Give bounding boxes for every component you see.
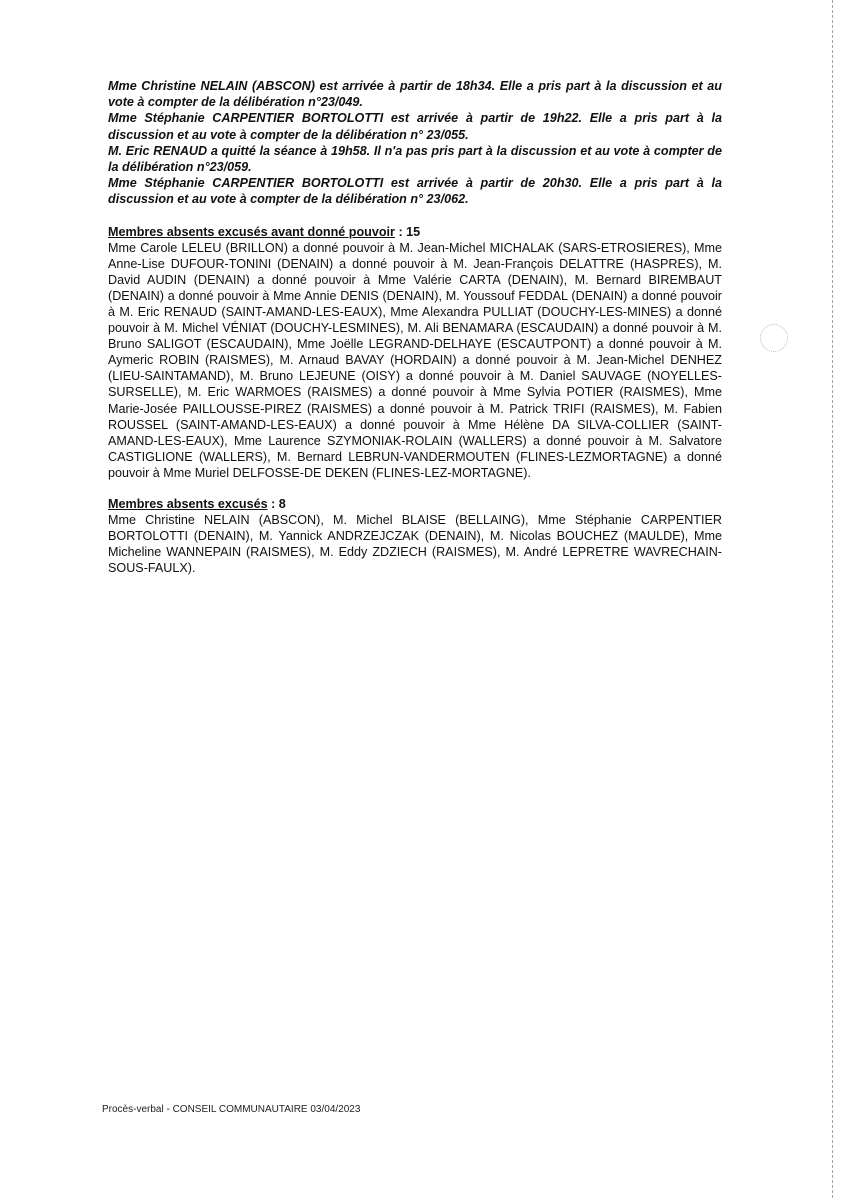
departure-note: M. Eric RENAUD a quitté la séance à 19h58. Il n'a pas pris part à la discussion et au vote à compter de la délibération n°23/059. <box>108 143 722 175</box>
absents-pouvoir-count: : 15 <box>398 224 421 239</box>
document-body <box>108 78 722 576</box>
arrival-note: Mme Christine NELAIN (ABSCON) est arrivée à partir de 18h34. Elle a pris part à la discussion et au vote à compter de la délibération n°23/049. <box>108 79 722 110</box>
absents-pouvoir-list: Mme Carole LELEU (BRILLON) a donné pouvoir à M. Jean-Michel MICHALAK (SARS-ETROSIERES), Mme Anne-Lise DUFOUR-TONINI (DENAIN) a donné pouvoir à M. Jean-François DELATTRE (HASPRES), M. David AUDIN (DENAIN) a donné pouvoir à Mme Valérie CARTA (DENAIN), M. Bernard BIREMBAUT (DENAIN) a donné pouvoir à Mme Annie DENIS (DENAIN), M. Youssouf FEDDAL (DENAIN) a donné pouvoir à M. Eric RENAUD (SAINT-AMAND-LES-EAUX), Mme Alexandra PULLIAT (DOUCHY-LES-MINES) a donné pouvoir à M. Michel VÉNIAT (DOUCHY-LESMINES), M. Ali BENAMARA (ESCAUDAIN) a donné pouvoir à M. Bruno SALIGOT (ESCAUDAIN), Mme Joëlle LEGRAND-DELHAYE (ESCAUTPONT) a donné pouvoir à M. Aymeric ROBIN (RAISMES), M. Arnaud BAVAY (HORDAIN) a donné pouvoir à M. Jean-Michel DENHEZ (LIEU-SAINTAMAND), M. Bruno LEJEUNE (OISY) a donné pouvoir à M. Daniel SAUVAGE (NOYELLES-SURSELLE), M. Eric WARMOES (RAISMES) a donné pouvoir à Mme Sylvia POTIER (RAISMES), Mme Marie-Josée PAILLOUSSE-PIREZ (RAISMES) a donné pouvoir à M. Patrick TRIFI (RAISMES), M. Fabien ROUSSEL (SAINT-AMAND-LES-EAUX) a donné pouvoir à Mme Hélène DA SILVA-COLLIER (SAINT-AMAND-LES-EAUX), Mme Laurence SZYMONIAK-ROLAIN (WALLERS) a donné pouvoir à M. Salvatore CASTIGLIONE (WALLERS), M. Bernard LEBRUN-VANDERMOUTEN (FLINES-LEZMORTAGNE) a donné pouvoir à Mme Muriel DELFOSSE-DE DEKEN (FLINES-LEZ-MORTAGNE). <box>108 240 722 480</box>
scan-edge-line <box>832 0 833 1200</box>
absents-pouvoir-heading-label: Membres absents excusés avant donné pouvoir <box>108 224 395 239</box>
absents-heading <box>108 496 722 512</box>
arrival-note: Mme Stéphanie CARPENTIER BORTOLOTTI est arrivée à partir de 19h22. Elle a pris part à la discussion et au vote à compter de la délibération n° 23/055. <box>108 111 722 142</box>
absents-list: Mme Christine NELAIN (ABSCON), M. Michel BLAISE (BELLAING), Mme Stéphanie CARPENTIER BORTOLOTTI (DENAIN), M. Yannick ANDRZEJCZAK (DENAIN), M. Nicolas BOUCHEZ (MAULDE), Mme Micheline WANNEPAIN (RAISMES), M. Eddy ZDZIECH (RAISMES), M. André LEPRETRE WAVRECHAIN-SOUS-FAULX). <box>108 513 722 576</box>
page-footer: Procès-verbal - CONSEIL COMMUNAUTAIRE 03/04/2023 <box>102 1104 361 1115</box>
arrival-note: Mme Stéphanie CARPENTIER BORTOLOTTI est arrivée à partir de 20h30. Elle a pris part à la discussion et au vote à compter de la délibération n° 23/062. <box>108 176 722 207</box>
absents-count: : 8 <box>271 497 286 512</box>
absents-heading-label: Membres absents excusés <box>108 497 268 512</box>
absents-pouvoir-heading <box>108 224 722 240</box>
faint-stamp-mark <box>760 324 788 352</box>
